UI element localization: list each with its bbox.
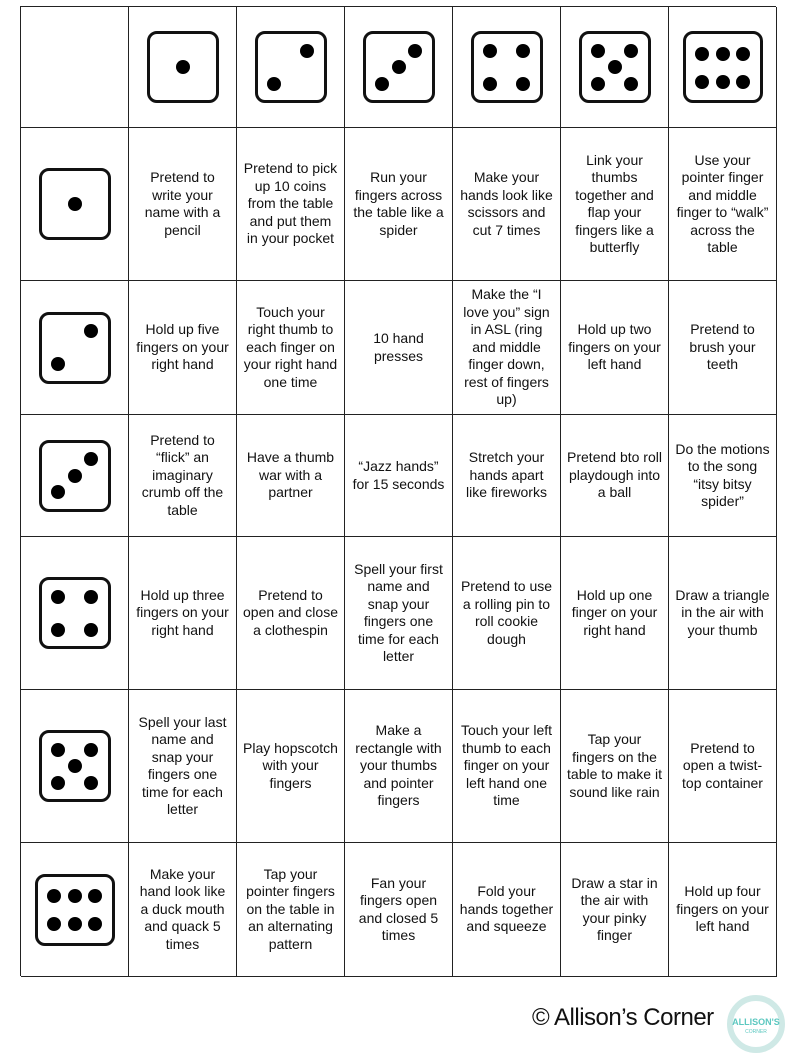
activity-text: Pretend to open a twist-top container: [682, 739, 763, 791]
die-four-icon: [471, 31, 543, 103]
die-pip: [68, 469, 82, 483]
activity-cell: [669, 537, 777, 690]
activity-cell: [129, 690, 237, 843]
header-die-cell: [669, 7, 777, 128]
activity-text: Fold your hands together and squeeze: [459, 883, 554, 935]
corner-cell: [21, 7, 129, 128]
die-two-icon: [255, 31, 327, 103]
activity-text: Pretend to pick up 10 coins from the table and put them in your pocket: [243, 160, 338, 247]
activity-text: Make a rectangle with your thumbs and pointer fingers: [355, 722, 442, 809]
die-pip: [51, 485, 65, 499]
row-die-cell: [21, 128, 129, 281]
die-pip: [68, 197, 82, 211]
activity-text: Hold up five fingers on your right hand: [136, 321, 229, 373]
die-pip: [84, 623, 98, 637]
die-pip: [84, 452, 98, 466]
row-die-cell: [21, 537, 129, 690]
activity-text: Have a thumb war with a partner: [246, 449, 335, 501]
die-six-icon: [35, 874, 115, 946]
activity-text: Make your hands look like scissors and cut 7 times: [460, 169, 553, 238]
activity-cell: [561, 537, 669, 690]
activity-text: “Jazz hands” for 15 seconds: [352, 458, 445, 492]
activity-text: Do the motions to the song “itsy bitsy spider”: [675, 440, 770, 509]
header-die-cell: [237, 7, 345, 128]
activity-text: Pretend to use a rolling pin to roll cookie dough: [460, 578, 553, 647]
activity-cell: [669, 128, 777, 281]
copyright-text: © Allison’s Corner: [532, 1004, 714, 1031]
activity-text: Hold up two fingers on your left hand: [568, 321, 661, 373]
header-die-cell: [453, 7, 561, 128]
die-pip: [695, 47, 709, 61]
activity-cell: [561, 128, 669, 281]
die-five-icon: [579, 31, 651, 103]
activity-cell: [129, 281, 237, 415]
activity-cell: [345, 281, 453, 415]
activity-text: Spell your last name and snap your fingers one time for each letter: [138, 713, 227, 817]
header-die-cell: [345, 7, 453, 128]
die-pip: [84, 776, 98, 790]
activity-text: Tap your pointer fingers on the table in an alternating pattern: [246, 865, 335, 952]
die-four-icon: [39, 577, 111, 649]
activity-text: Pretend to write your name with a pencil: [144, 169, 221, 238]
die-pip: [267, 77, 281, 91]
activity-cell: [345, 690, 453, 843]
activity-text: Pretend to “flick” an imaginary crumb off the table: [141, 431, 224, 518]
activity-cell: [453, 690, 561, 843]
die-pip: [624, 44, 638, 58]
activity-text: Draw a triangle in the air with your thumb: [675, 586, 770, 638]
header-die-cell: [129, 7, 237, 128]
activity-cell: [669, 690, 777, 843]
activity-cell: [237, 537, 345, 690]
die-pip: [47, 889, 61, 903]
die-pip: [88, 889, 102, 903]
die-pip: [84, 743, 98, 757]
die-pip: [47, 917, 61, 931]
die-pip: [608, 60, 622, 74]
activity-cell: [669, 415, 777, 537]
activity-cell: [453, 128, 561, 281]
activity-text: Hold up three fingers on your right hand: [136, 586, 229, 638]
die-pip: [516, 77, 530, 91]
die-six-icon: [683, 31, 763, 103]
activity-text: Run your fingers across the table like a spider: [353, 169, 444, 238]
die-pip: [736, 47, 750, 61]
die-pip: [68, 917, 82, 931]
activity-text: Link your thumbs together and flap your fingers like a butterfly: [575, 151, 654, 255]
die-pip: [84, 324, 98, 338]
die-five-icon: [39, 730, 111, 802]
activity-cell: [129, 128, 237, 281]
activity-text: Touch your left thumb to each finger on your left hand one time: [460, 722, 553, 809]
die-two-icon: [39, 312, 111, 384]
activity-cell: [669, 281, 777, 415]
die-pip: [51, 357, 65, 371]
activity-cell: [561, 690, 669, 843]
activity-text: Make your hand look like a duck mouth and quack 5 times: [139, 865, 226, 952]
activity-text: Play hopscotch with your fingers: [243, 739, 338, 791]
row-die-cell: [21, 415, 129, 537]
activity-cell: [453, 537, 561, 690]
activity-text: Tap your fingers on the table to make it sound like rain: [567, 731, 662, 800]
allisons-corner-logo: [726, 994, 786, 1054]
row-die-cell: [21, 281, 129, 415]
die-one-icon: [147, 31, 219, 103]
die-pip: [408, 44, 422, 58]
die-pip: [84, 590, 98, 604]
die-pip: [51, 743, 65, 757]
activity-cell: [237, 690, 345, 843]
row-die-cell: [21, 690, 129, 843]
activity-text: Touch your right thumb to each finger on your right hand one time: [243, 303, 338, 390]
activity-text: Spell your first name and snap your fingers one time for each letter: [354, 560, 443, 664]
die-one-icon: [39, 168, 111, 240]
die-pip: [392, 60, 406, 74]
die-pip: [51, 776, 65, 790]
activity-text: Hold up four fingers on your left hand: [676, 883, 769, 935]
activity-cell: [237, 843, 345, 977]
header-die-cell: [561, 7, 669, 128]
die-pip: [300, 44, 314, 58]
activity-text: Fan your fingers open and closed 5 times: [358, 874, 439, 943]
die-pip: [483, 44, 497, 58]
die-three-icon: [363, 31, 435, 103]
activity-cell: [453, 415, 561, 537]
die-pip: [68, 889, 82, 903]
logo-text: ALLISON'S: [732, 1017, 780, 1027]
die-pip: [716, 47, 730, 61]
activity-text: Stretch your hands apart like fireworks: [466, 449, 547, 501]
activity-cell: [237, 281, 345, 415]
activity-cell: [669, 843, 777, 977]
die-pip: [483, 77, 497, 91]
die-pip: [716, 75, 730, 89]
activity-cell: [561, 281, 669, 415]
activity-cell: [345, 537, 453, 690]
activity-text: Use your pointer finger and middle finger to “walk” across the table: [676, 151, 769, 255]
activity-cell: [129, 843, 237, 977]
activity-text: Pretend to brush your teeth: [689, 321, 756, 373]
activity-cell: [237, 415, 345, 537]
footer: [532, 1004, 714, 1032]
die-pip: [591, 44, 605, 58]
die-pip: [591, 77, 605, 91]
activity-cell: [237, 128, 345, 281]
logo-subtext: CORNER: [745, 1029, 767, 1035]
activity-cell: [129, 415, 237, 537]
die-pip: [375, 77, 389, 91]
activity-grid: [20, 6, 776, 976]
die-pip: [88, 917, 102, 931]
activity-text: Pretend to open and close a clothespin: [243, 586, 338, 638]
die-pip: [516, 44, 530, 58]
activity-text: Make the “I love you” sign in ASL (ring and middle finger down, rest of fingers up): [463, 286, 550, 408]
die-pip: [176, 60, 190, 74]
activity-cell: [345, 843, 453, 977]
die-pip: [695, 75, 709, 89]
row-die-cell: [21, 843, 129, 977]
activity-text: Pretend bto roll playdough into a ball: [567, 449, 662, 501]
die-pip: [624, 77, 638, 91]
die-pip: [51, 623, 65, 637]
die-pip: [51, 590, 65, 604]
die-pip: [68, 759, 82, 773]
activity-text: Draw a star in the air with your pinky finger: [571, 874, 658, 943]
activity-cell: [345, 128, 453, 281]
activity-text: 10 hand presses: [373, 330, 424, 364]
die-pip: [736, 75, 750, 89]
activity-cell: [453, 281, 561, 415]
activity-cell: [561, 415, 669, 537]
die-three-icon: [39, 440, 111, 512]
activity-cell: [345, 415, 453, 537]
activity-cell: [453, 843, 561, 977]
activity-text: Hold up one finger on your right hand: [571, 586, 658, 638]
activity-cell: [129, 537, 237, 690]
activity-cell: [561, 843, 669, 977]
